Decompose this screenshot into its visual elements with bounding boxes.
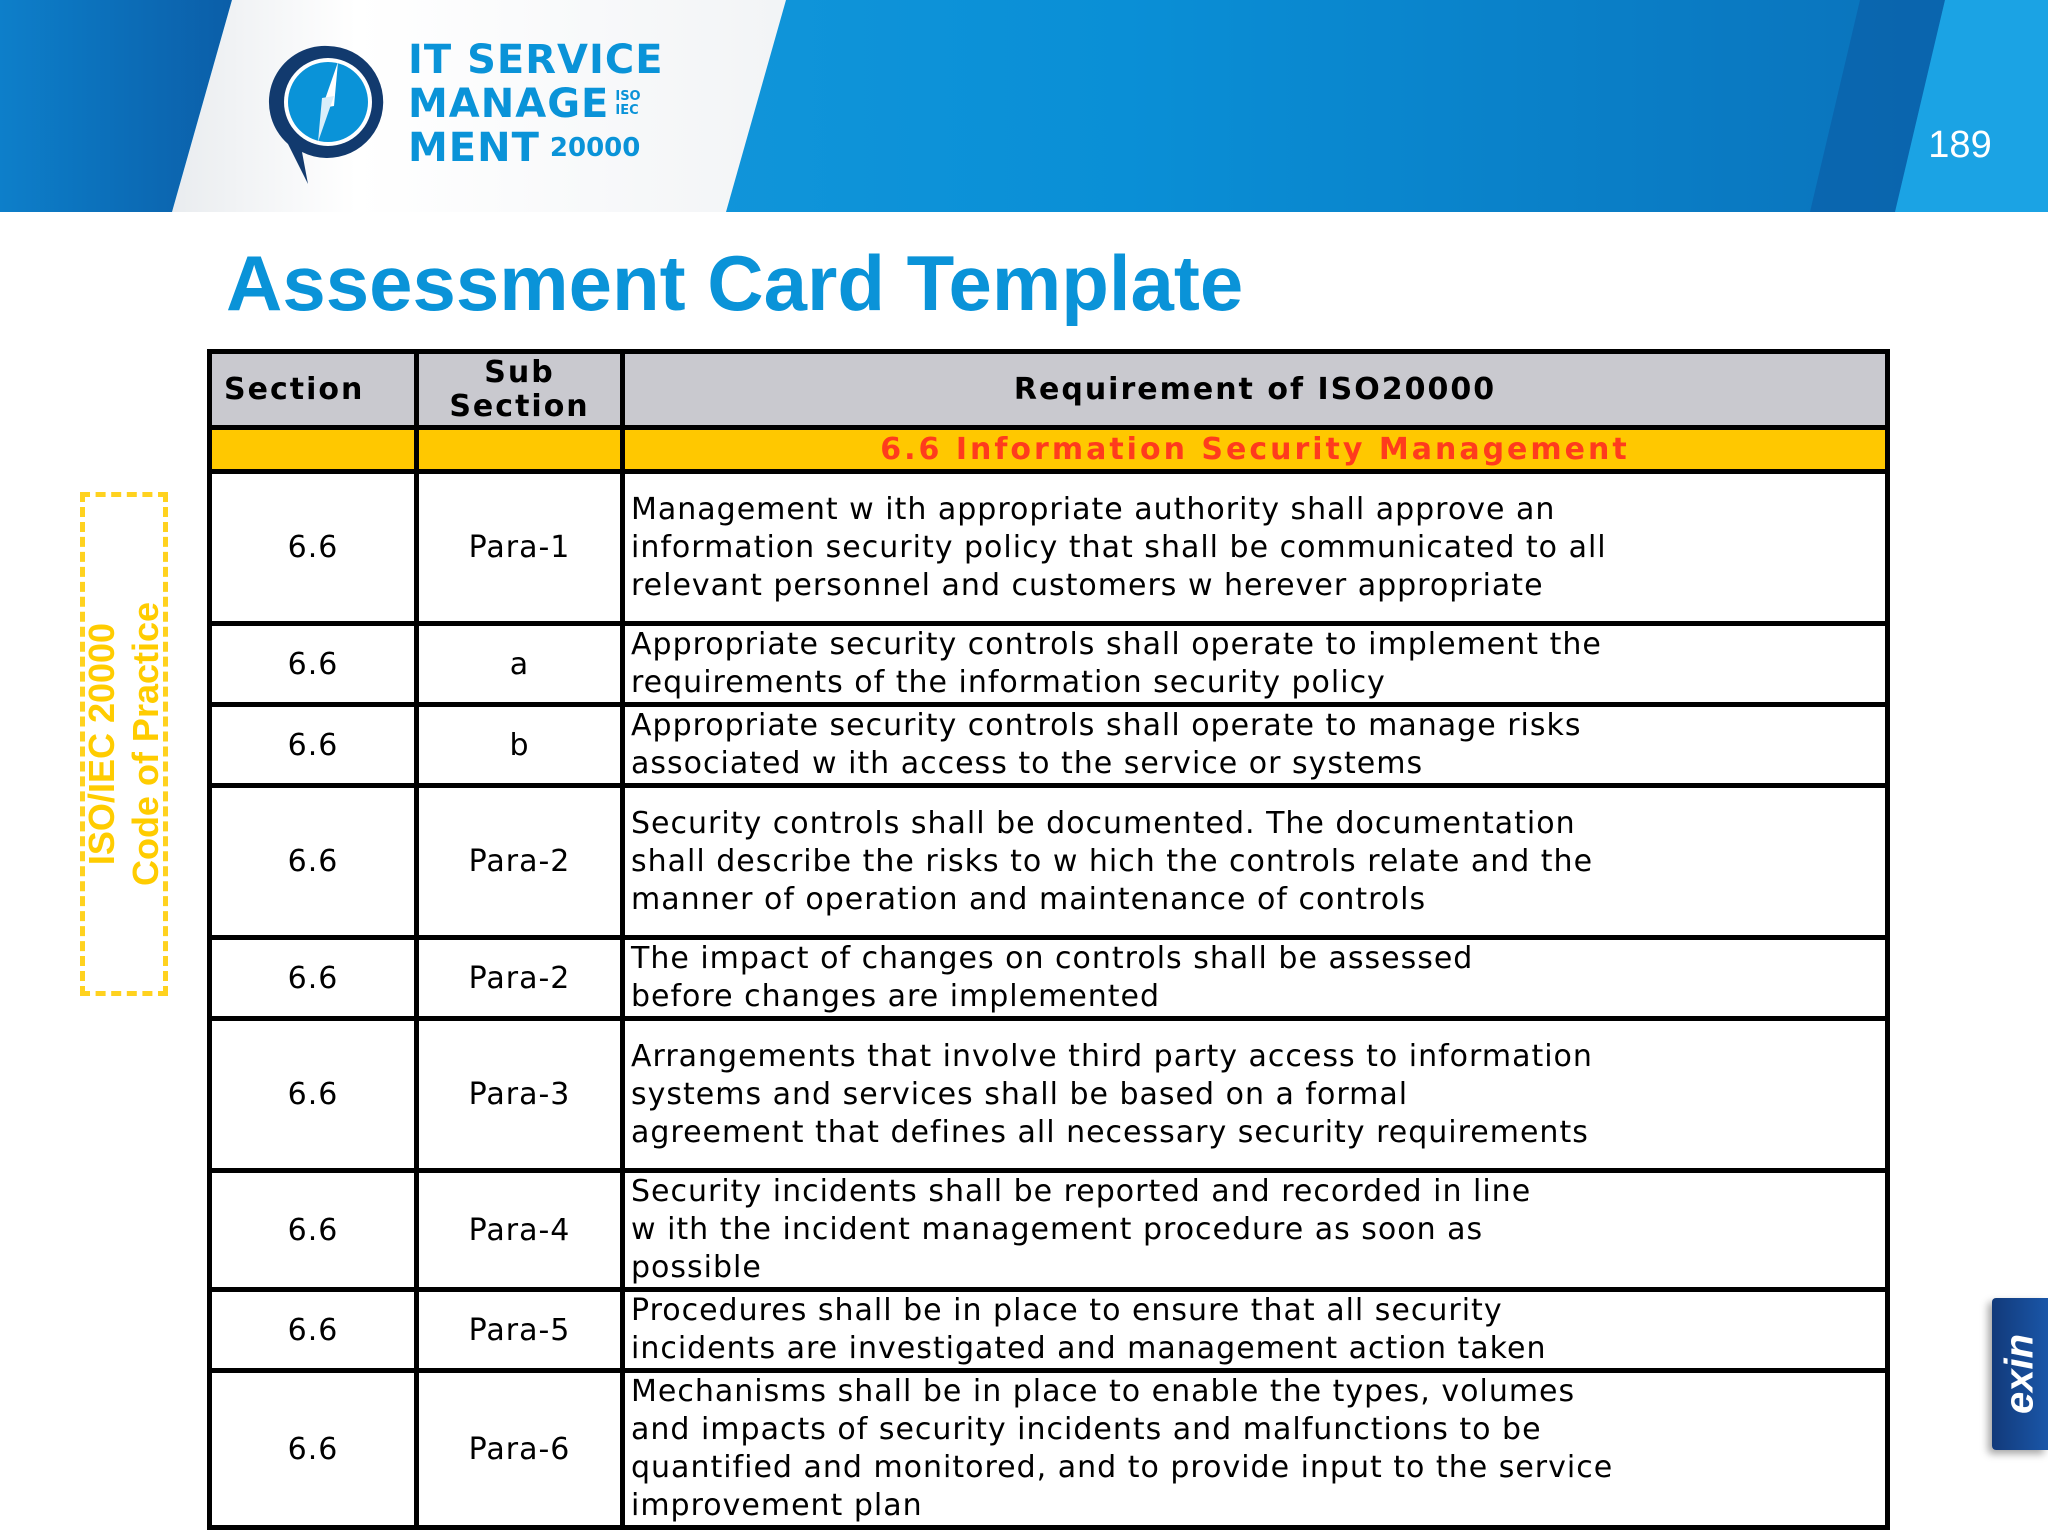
row-sub-section: Para-6	[417, 1371, 623, 1528]
row-requirement	[623, 472, 1888, 624]
table-row	[210, 1019, 1888, 1171]
requirement-line: Arrangements that involve third party access to information	[631, 1038, 1593, 1074]
requirement-line: systems and services shall be based on a formal	[631, 1076, 1409, 1112]
table-row	[210, 705, 1888, 786]
compass-logo-icon	[266, 40, 390, 190]
row-section: 6.6	[210, 1019, 417, 1171]
side-label	[80, 602, 168, 886]
requirement-line: relevant personnel and customers w herever appropriate	[631, 567, 1544, 603]
assessment-card-table	[207, 349, 1890, 1530]
table-row	[210, 1371, 1888, 1528]
exin-badge-text: exin	[1997, 1333, 2042, 1415]
requirement-line: information security policy that shall be communicated to all	[631, 529, 1607, 565]
row-section: 6.6	[210, 705, 417, 786]
header-banner	[0, 0, 2048, 212]
row-section: 6.6	[210, 1290, 417, 1371]
requirement-line: Appropriate security controls shall operate to manage risks	[631, 708, 1582, 743]
row-sub-section: Para-2	[417, 786, 623, 938]
requirement-line: Appropriate security controls shall operate to implement the	[631, 627, 1602, 662]
requirement-line: before changes are implemented	[631, 979, 1161, 1014]
logo-wordmark	[408, 38, 664, 170]
row-section: 6.6	[210, 1371, 417, 1528]
row-section: 6.6	[210, 624, 417, 705]
section-title: 6.6 Information Security Management	[623, 428, 1888, 472]
row-requirement	[623, 1019, 1888, 1171]
table-row	[210, 786, 1888, 938]
row-requirement	[623, 624, 1888, 705]
requirement-line: requirements of the information security policy	[631, 665, 1386, 700]
page-number: 189	[1928, 124, 1992, 166]
row-sub-section: Para-2	[417, 938, 623, 1019]
logo-iso-mark	[615, 90, 640, 118]
table-row	[210, 624, 1888, 705]
requirement-line: Mechanisms shall be in place to enable the types, volumes	[631, 1374, 1576, 1409]
page-title: Assessment Card Template	[226, 239, 1244, 327]
logo-iso-bottom: IEC	[615, 103, 639, 118]
header-section: Section	[210, 352, 417, 428]
requirement-line: Procedures shall be in place to ensure that all security	[631, 1293, 1503, 1328]
row-sub-section: Para-3	[417, 1019, 623, 1171]
header-sub-section-line2: Section	[449, 388, 590, 424]
logo-standard-number: 20000	[549, 133, 641, 163]
row-sub-section: b	[417, 705, 623, 786]
row-section: 6.6	[210, 1171, 417, 1290]
requirement-line: Security incidents shall be reported and recorded in line	[631, 1174, 1532, 1209]
row-requirement	[623, 705, 1888, 786]
section-title-row	[210, 428, 1888, 472]
logo-iso-top: ISO	[615, 89, 641, 104]
row-section: 6.6	[210, 786, 417, 938]
section-title-empty-cell	[210, 428, 417, 472]
row-requirement	[623, 938, 1888, 1019]
table-row	[210, 1290, 1888, 1371]
requirement-line: possible	[631, 1250, 762, 1285]
side-label-line2: Code of Practice	[125, 601, 166, 887]
requirement-line: The impact of changes on controls shall be assessed	[631, 941, 1474, 976]
header-sub-section	[417, 352, 623, 428]
table-row	[210, 1171, 1888, 1290]
row-sub-section: Para-1	[417, 472, 623, 624]
logo-line1: IT SERVICE	[408, 37, 664, 83]
requirement-line: Security controls shall be documented. The documentation	[631, 805, 1576, 841]
requirement-line: and impacts of security incidents and malfunctions to be	[631, 1412, 1542, 1447]
row-requirement	[623, 1290, 1888, 1371]
row-requirement	[623, 1371, 1888, 1528]
header-sub-section-line1: Sub	[484, 354, 555, 390]
row-sub-section: a	[417, 624, 623, 705]
table-row	[210, 938, 1888, 1019]
row-requirement	[623, 1171, 1888, 1290]
section-title-empty-cell	[417, 428, 623, 472]
row-section: 6.6	[210, 938, 417, 1019]
requirement-line: Management w ith appropriate authority shall approve an	[631, 491, 1556, 527]
requirement-line: manner of operation and maintenance of controls	[631, 881, 1427, 917]
requirement-line: associated w ith access to the service or systems	[631, 746, 1424, 781]
requirement-line: incidents are investigated and management action taken	[631, 1331, 1547, 1366]
requirement-line: w ith the incident management procedure as soon as	[631, 1212, 1484, 1247]
row-sub-section: Para-4	[417, 1171, 623, 1290]
requirement-line: improvement plan	[631, 1488, 923, 1523]
table-header-row	[210, 352, 1888, 428]
row-sub-section: Para-5	[417, 1290, 623, 1371]
requirement-line: shall describe the risks to w hich the controls relate and the	[631, 843, 1594, 879]
requirement-line: agreement that defines all necessary security requirements	[631, 1114, 1589, 1150]
header-requirement: Requirement of ISO20000	[623, 352, 1888, 428]
requirement-line: quantified and monitored, and to provide input to the service	[631, 1450, 1614, 1485]
exin-badge	[1992, 1298, 2048, 1450]
row-section: 6.6	[210, 472, 417, 624]
table-row	[210, 472, 1888, 624]
side-label-line1: ISO/IEC 20000	[81, 622, 122, 866]
row-requirement	[623, 786, 1888, 938]
logo-line3: MENT	[408, 125, 540, 171]
logo-line2: MANAGE	[408, 81, 610, 127]
